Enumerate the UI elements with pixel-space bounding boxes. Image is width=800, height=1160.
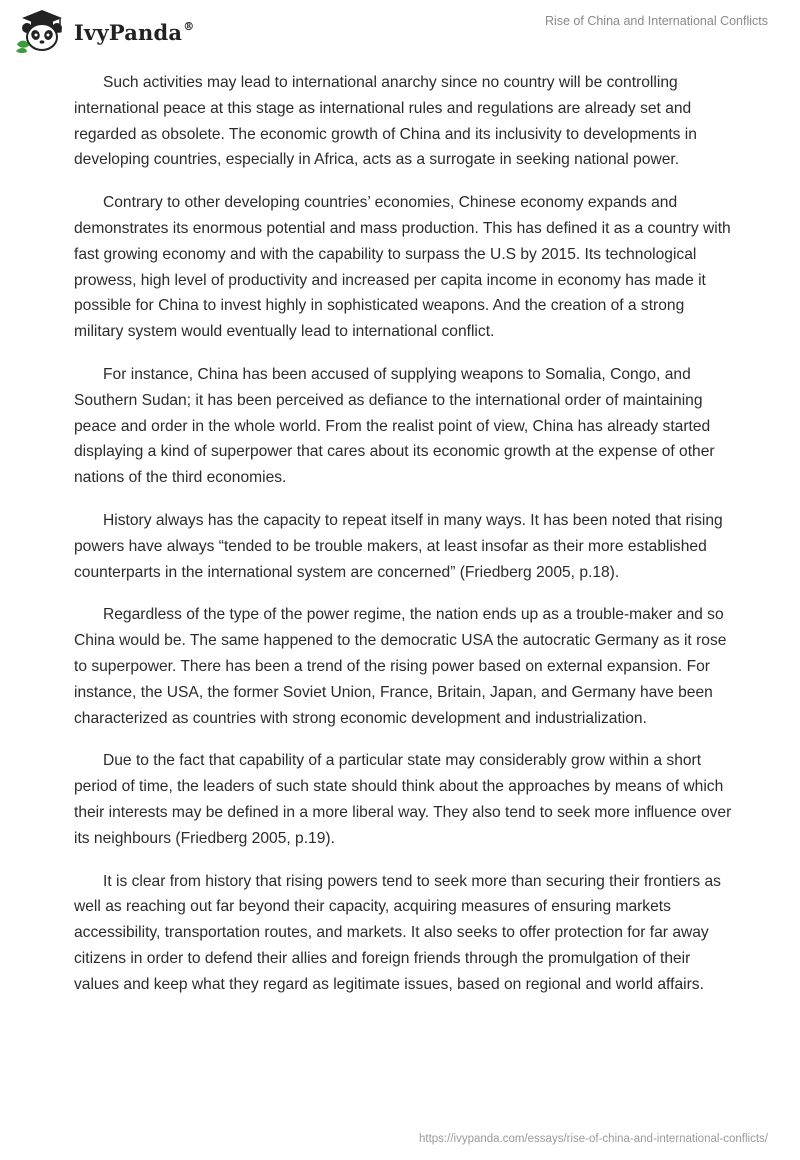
source-url-link[interactable]: https://ivypanda.com/essays/rise-of-china-and-international-conflicts/ [419, 1133, 768, 1145]
brand-name: IvyPanda® [74, 19, 195, 45]
registered-mark: ® [183, 19, 195, 33]
essay-body [74, 70, 734, 1015]
paragraph: Regardless of the type of the power regime, the nation ends up as a trouble-maker and so China would be. The same happened to the democratic USA the autocratic Germany as it rose to superpower. There has been a trend of the rising power based on external expansion. For instance, the USA, the former Soviet Union, France, Britain, Japan, and Germany have been characterized as countries with strong economic development and industrialization. [74, 606, 727, 727]
page-header [0, 0, 800, 60]
paragraph: History always has the capacity to repeat itself in many ways. It has been noted that rising powers have always “tended to be trouble makers, at least insofar as their more established counterparts in the international system are concerned” (Friedberg 2005, p.18). [74, 511, 723, 581]
paragraph: It is clear from history that rising powers tend to seek more than securing their frontiers as well as reaching out far beyond their capacity, acquiring measures of ensuring markets accessibility, transportation routes, and markets. It also seeks to offer protection for far away citizens in order to defend their allies and foreign friends through the promulgation of their values and keep what they regard as legitimate issues, based on regional and world affairs. [74, 872, 721, 993]
panda-graduate-logo-icon [14, 8, 70, 54]
paragraph: Such activities may lead to international anarchy since no country will be controlling international peace at this stage as international rules and regulations are already set and regarded as obsolete. The economic growth of China and its inclusivity to developments in developing countries, especially in Africa, acts as a surrogate in seeking national power. [74, 74, 697, 169]
document-title: Rise of China and International Conflicts [544, 14, 768, 28]
paragraph: Due to the fact that capability of a particular state may considerably grow within a short period of time, the leaders of such state should think about the approaches by means of which their interests may be defined in a more liberal way. They also tend to seek more influence over its neighbours (Friedberg 2005, p.19). [74, 752, 732, 847]
paragraph: For instance, China has been accused of supplying weapons to Somalia, Congo, and Southern Sudan; it has been perceived as defiance to the international order of maintaining peace and order in the whole world. From the realist point of view, China has already started displaying a kind of superpower that cares about its economic growth at the expense of other nations of the third economies. [74, 365, 715, 487]
paragraph: Contrary to other developing countries’ economies, Chinese economy expands and demonstrates its enormous potential and mass production. This has defined it as a country with fast growing economy and with the capability to surpass the U.S by 2015. Its technological prowess, high level of productivity and increased per capita income in economy has made it possible for China to invest highly in sophisticated weapons. And the creation of a strong military system would eventually lead to international conflict. [74, 194, 731, 341]
ivypanda-logo[interactable] [14, 8, 194, 54]
